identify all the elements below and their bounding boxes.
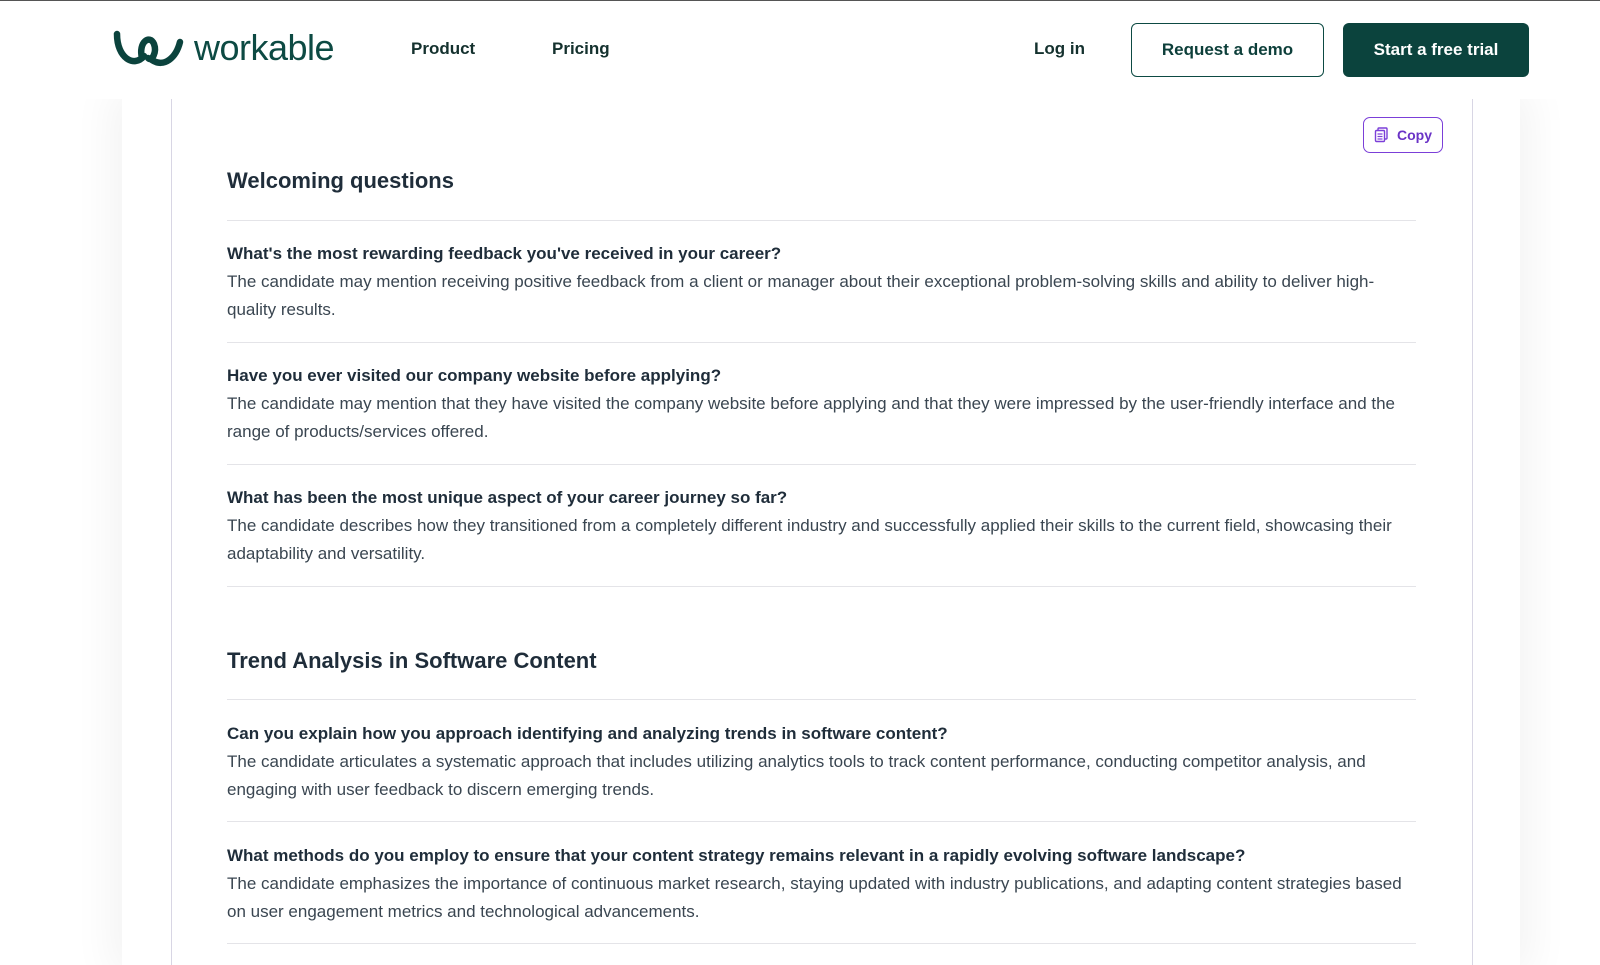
workable-logo-icon — [112, 28, 184, 68]
nav-pricing[interactable]: Pricing — [552, 39, 610, 58]
login-link[interactable]: Log in — [1034, 39, 1085, 58]
answer-text: The candidate emphasizes the importance of continuous market research, staying updated with industry publications, and adapting content strategies based on user engagement metrics and technological advancements. — [227, 874, 1402, 921]
answer-text: The candidate may mention receiving positive feedback from a client or manager about their exceptional problem-solving skills and ability to deliver high-quality results. — [227, 272, 1375, 319]
copy-icon — [1374, 127, 1389, 143]
workable-logo[interactable] — [112, 27, 334, 69]
section-title-welcoming: Welcoming questions — [227, 168, 454, 193]
question-text: Can you explain how you approach identifying and analyzing trends in software content? — [227, 724, 948, 743]
copy-button[interactable] — [1363, 117, 1443, 153]
qa-item — [227, 362, 1407, 446]
logo-wordmark: workable — [194, 27, 335, 68]
question-text: What's the most rewarding feedback you've received in your career? — [227, 244, 782, 263]
divider — [227, 821, 1416, 822]
nav-product[interactable]: Product — [411, 39, 476, 58]
qa-item — [227, 842, 1407, 926]
copy-label: Copy — [1397, 127, 1432, 143]
divider — [227, 586, 1416, 587]
answer-text: The candidate may mention that they have visited the company website before applying and that they were impressed by the user-friendly interface and the range of products/services offered. — [227, 394, 1396, 441]
divider — [227, 464, 1416, 465]
divider — [227, 943, 1416, 944]
question-text: What methods do you employ to ensure that your content strategy remains relevant in a rapidly evolving software landscape? — [227, 846, 1246, 865]
answer-text: The candidate articulates a systematic approach that includes utilizing analytics tools to track content performance, conducting competitor analysis, and engaging with user feedback to discern emerging trends. — [227, 752, 1366, 799]
qa-item — [227, 240, 1407, 324]
request-demo-button[interactable]: Request a demo — [1131, 23, 1324, 77]
section-title-trend-analysis: Trend Analysis in Software Content — [227, 648, 597, 673]
divider — [227, 220, 1416, 221]
question-text: What has been the most unique aspect of your career journey so far? — [227, 488, 788, 507]
answer-text: The candidate describes how they transitioned from a completely different industry and successfully applied their skills to the current field, showcasing their adaptability and versatility. — [227, 516, 1392, 563]
qa-item — [227, 720, 1407, 804]
question-text: Have you ever visited our company website before applying? — [227, 366, 722, 385]
site-header — [0, 1, 1600, 99]
qa-item — [227, 484, 1407, 568]
divider — [227, 699, 1416, 700]
start-free-trial-button[interactable]: Start a free trial — [1343, 23, 1529, 77]
divider — [227, 342, 1416, 343]
